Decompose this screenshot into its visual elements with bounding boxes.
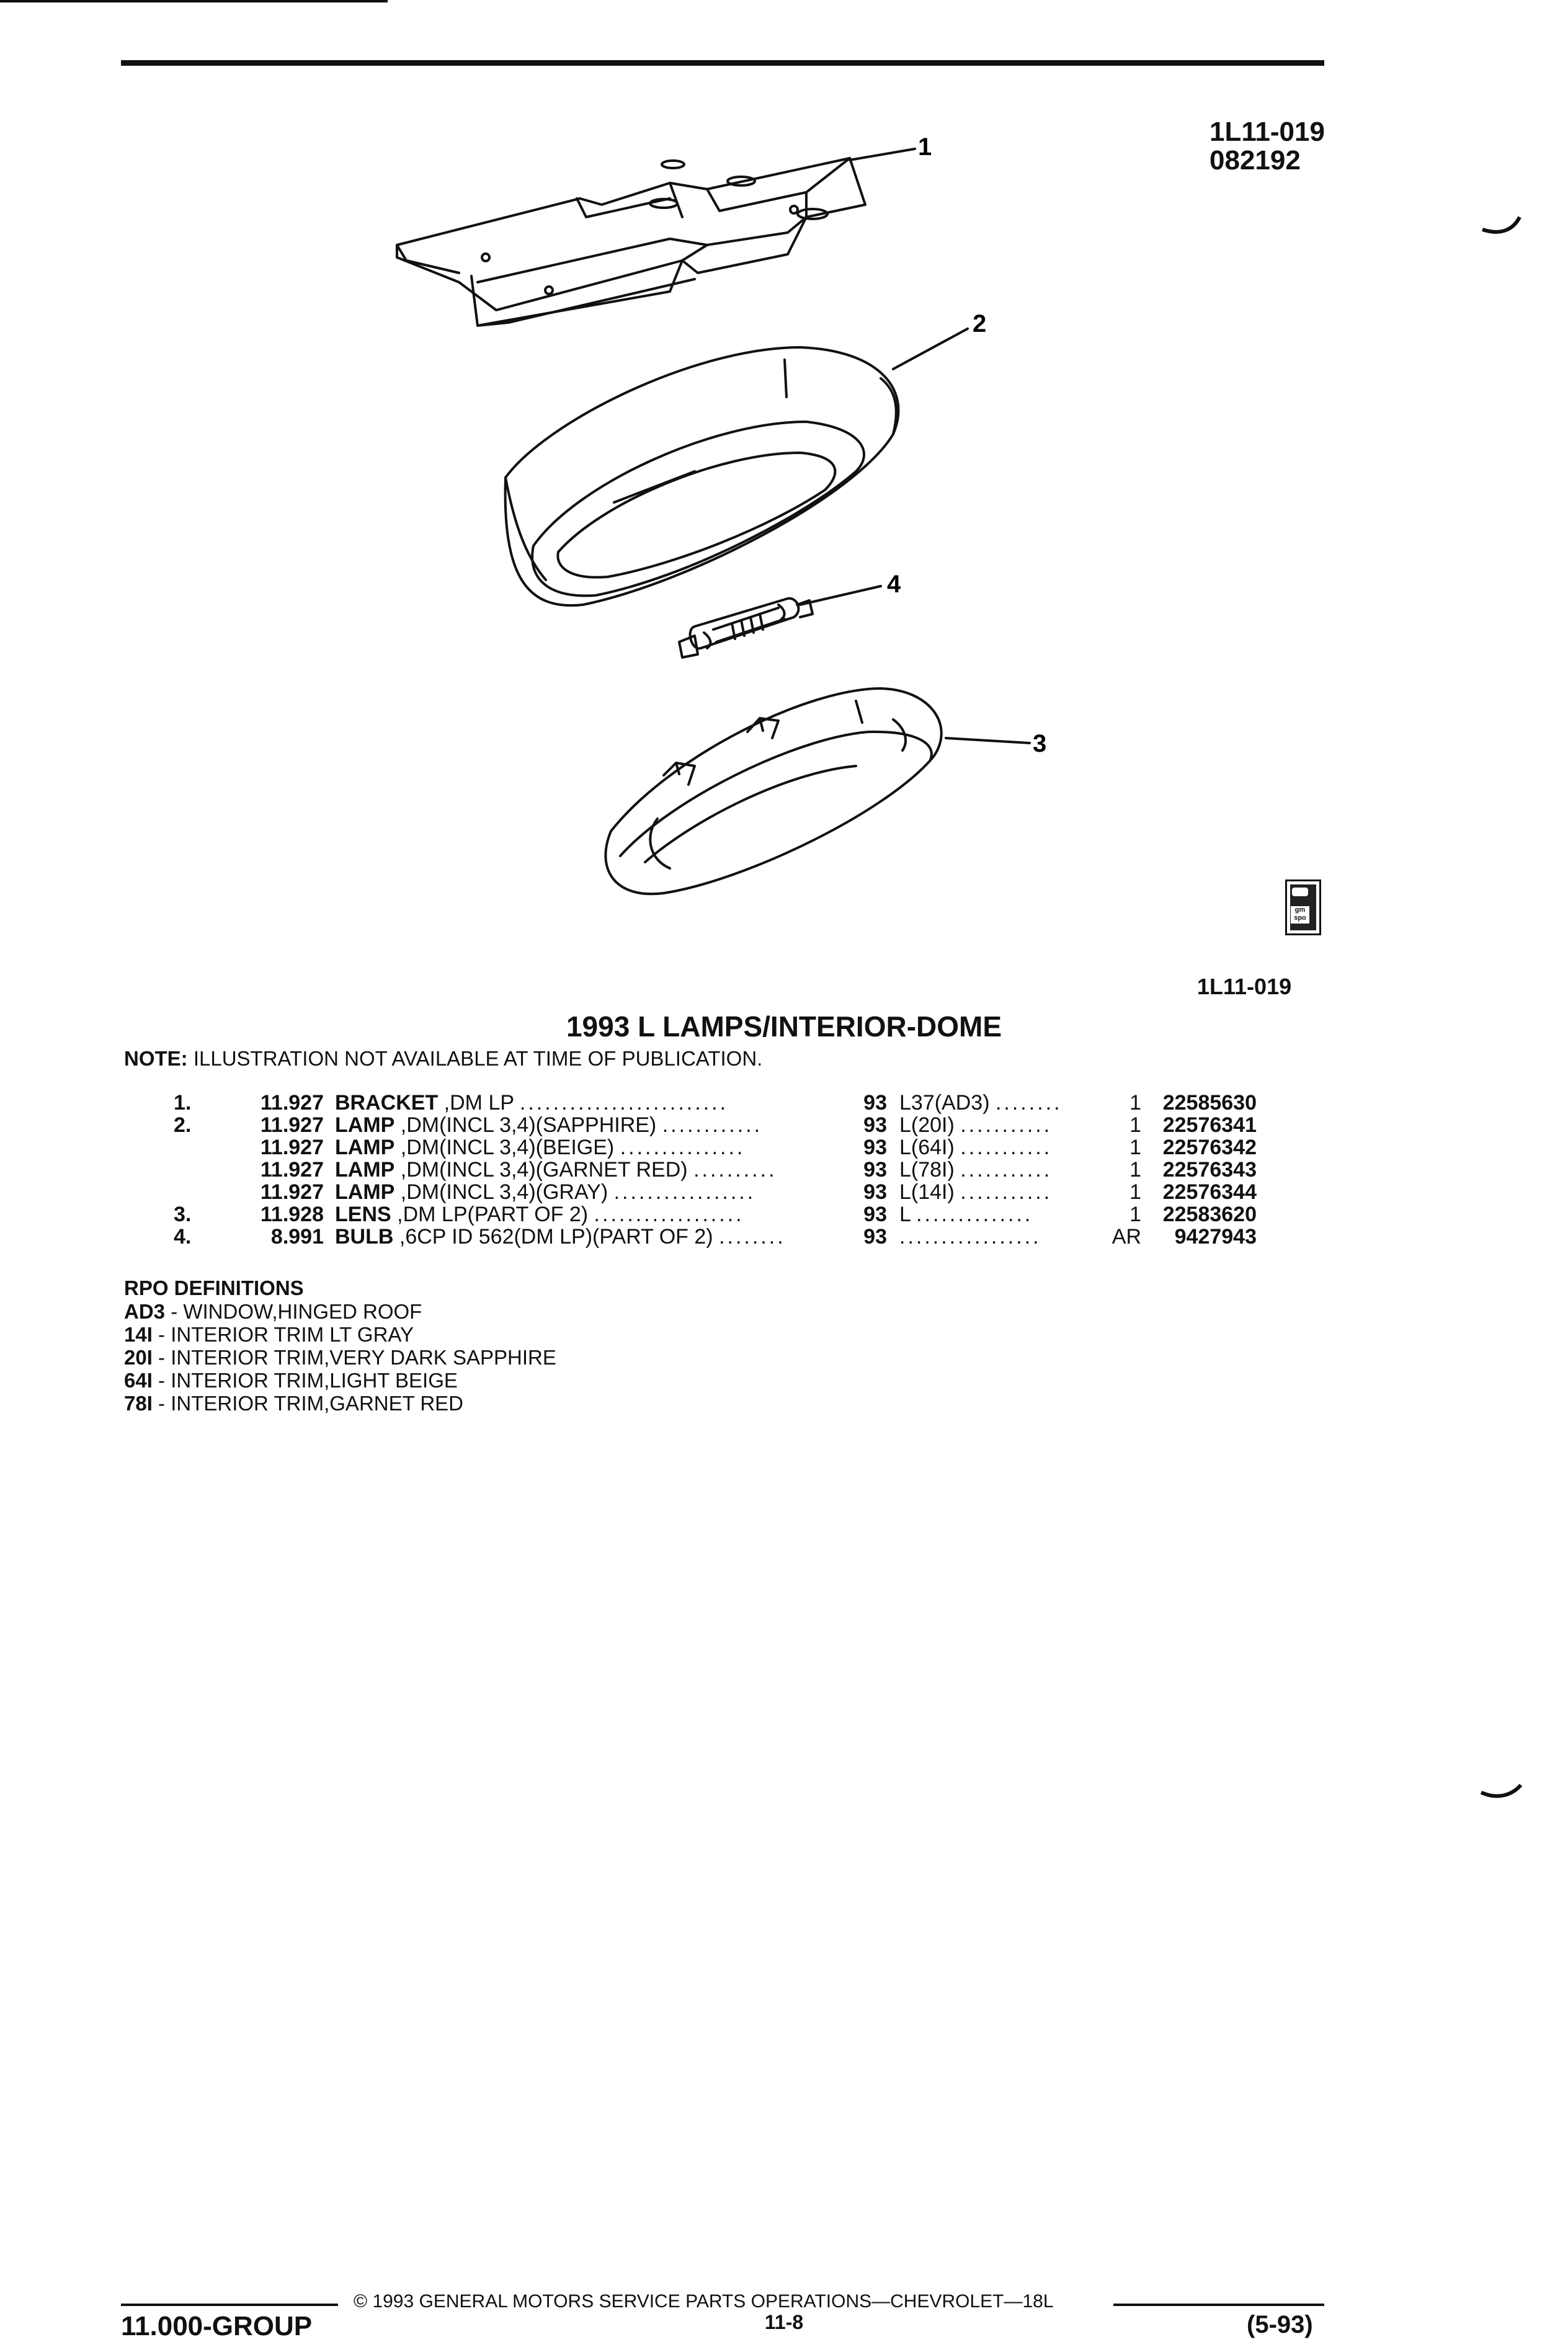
callout-2: 2 xyxy=(973,310,987,337)
part-description xyxy=(335,1226,844,1248)
item-number xyxy=(174,1136,236,1159)
reference-code: 1L11-019 xyxy=(1209,117,1325,147)
quantity: 1 xyxy=(1129,1136,1141,1159)
part-name: LENS xyxy=(335,1203,391,1226)
rpo-definition: 20I - INTERIOR TRIM,VERY DARK SAPPHIRE xyxy=(124,1346,556,1369)
part-description xyxy=(335,1181,844,1203)
quantity: 1 xyxy=(1129,1180,1141,1204)
item-number: 2. xyxy=(174,1113,192,1137)
leader-dots: ............ xyxy=(662,1114,763,1136)
part-name: LAMP xyxy=(335,1136,395,1159)
item-number: 3. xyxy=(174,1203,192,1226)
group-number: 8.991 xyxy=(270,1225,324,1249)
item-number xyxy=(174,1159,236,1181)
lamp-housing-part-drawing xyxy=(506,347,899,605)
quantity: 1 xyxy=(1129,1158,1141,1182)
callout-4: 4 xyxy=(887,571,901,598)
part-number: 22576343 xyxy=(1162,1158,1257,1182)
parts-row xyxy=(174,1203,1257,1226)
lens-part-drawing xyxy=(605,688,941,894)
leader-dots: ................. xyxy=(899,1226,1041,1248)
callout-3: 3 xyxy=(1033,730,1047,757)
reference-date: 082192 xyxy=(1209,145,1301,176)
part-detail: ,DM(INCL 3,4)(SAPPHIRE) xyxy=(400,1114,657,1136)
rpo-usage xyxy=(899,1114,1098,1136)
model-year: 93 xyxy=(863,1113,887,1137)
model-year: 93 xyxy=(863,1180,887,1204)
part-name: LAMP xyxy=(335,1181,395,1203)
part-detail: ,DM(INCL 3,4)(BEIGE) xyxy=(400,1136,615,1159)
parts-row xyxy=(174,1226,1257,1248)
part-description xyxy=(335,1136,844,1159)
callout-1: 1 xyxy=(918,133,932,161)
leader-dots: ......................... xyxy=(519,1092,729,1114)
bracket-part-drawing xyxy=(397,158,865,326)
part-description xyxy=(335,1114,844,1136)
rpo-definitions-heading: RPO DEFINITIONS xyxy=(124,1276,304,1299)
leader-dots: ............... xyxy=(620,1136,746,1159)
rpo-definition: 64I - INTERIOR TRIM,LIGHT BEIGE xyxy=(124,1369,458,1392)
item-number: 1. xyxy=(174,1091,192,1115)
part-name: LAMP xyxy=(335,1114,395,1136)
page-number: 11-8 xyxy=(764,2311,804,2333)
group-number: 11.927 xyxy=(260,1180,324,1204)
rpo-code: L(14I) xyxy=(899,1181,955,1203)
rpo-usage xyxy=(899,1181,1098,1203)
rpo-definition: 78I - INTERIOR TRIM,GARNET RED xyxy=(124,1392,464,1415)
leader-dots: ........... xyxy=(960,1136,1053,1159)
model-year: 93 xyxy=(863,1225,887,1249)
quantity: 1 xyxy=(1129,1203,1141,1226)
page-title: 1993 L LAMPS/INTERIOR-DOME xyxy=(566,1010,1002,1043)
binder-clip-mark xyxy=(1482,217,1520,232)
part-number: 22583620 xyxy=(1162,1203,1257,1226)
quantity: AR xyxy=(1111,1225,1141,1249)
group-number: 11.927 xyxy=(260,1136,324,1159)
note-text: ILLUSTRATION NOT AVAILABLE AT TIME OF PUBLICATION. xyxy=(193,1047,763,1070)
part-name: BULB xyxy=(335,1226,394,1248)
figure-code: 1L11-019 xyxy=(1197,974,1292,999)
quantity: 1 xyxy=(1129,1091,1141,1115)
rpo-usage xyxy=(899,1159,1098,1181)
rpo-usage xyxy=(899,1203,1098,1226)
parts-row xyxy=(174,1136,1257,1159)
model-year: 93 xyxy=(863,1158,887,1182)
rpo-definition: 14I - INTERIOR TRIM LT GRAY xyxy=(124,1323,414,1346)
part-detail: ,6CP ID 562(DM LP)(PART OF 2) xyxy=(399,1226,713,1248)
leader-dots: .......... xyxy=(693,1159,777,1181)
item-number: 4. xyxy=(174,1225,192,1249)
part-description xyxy=(335,1203,844,1226)
part-number: 22576342 xyxy=(1162,1136,1257,1159)
binder-clip-mark xyxy=(1476,1780,1526,1805)
bulb-part-drawing xyxy=(679,599,813,657)
part-number: 22576344 xyxy=(1162,1180,1257,1204)
rpo-usage xyxy=(899,1136,1098,1159)
group-number: 11.928 xyxy=(260,1203,324,1226)
note-label: NOTE: xyxy=(124,1047,188,1070)
part-detail: ,DM LP(PART OF 2) xyxy=(397,1203,589,1226)
rpo-code: L xyxy=(899,1203,911,1226)
group-number: 11.927 xyxy=(260,1113,324,1137)
footer-rule-right xyxy=(1113,2304,1324,2306)
part-description xyxy=(335,1092,844,1114)
part-name: LAMP xyxy=(335,1159,395,1181)
leader-dots: .............. xyxy=(916,1203,1033,1226)
part-number: 22576341 xyxy=(1162,1113,1257,1137)
gm-spo-logo: gm spo xyxy=(1285,879,1321,935)
parts-list xyxy=(174,1092,1257,1248)
rpo-code: L(64I) xyxy=(899,1136,955,1159)
rpo-code: L(20I) xyxy=(899,1114,955,1136)
parts-row xyxy=(174,1092,1257,1114)
revision-date: (5-93) xyxy=(1247,2311,1313,2338)
rpo-usage xyxy=(899,1092,1098,1114)
part-detail: ,DM LP xyxy=(443,1092,514,1114)
group-label: 11.000-GROUP xyxy=(121,2311,313,2341)
part-detail: ,DM(INCL 3,4)(GRAY) xyxy=(400,1181,608,1203)
leader-dots: ........ xyxy=(719,1226,786,1248)
leader-dots: ........... xyxy=(960,1181,1053,1203)
copyright-line: © 1993 GENERAL MOTORS SERVICE PARTS OPERATIONS—CHEVROLET—18L xyxy=(354,2291,1054,2312)
part-number: 22585630 xyxy=(1162,1091,1257,1115)
item-number xyxy=(174,1181,236,1203)
footer-rule-left xyxy=(121,2304,338,2306)
leader-dots: ........... xyxy=(960,1159,1053,1181)
model-year: 93 xyxy=(863,1136,887,1159)
leader-dots: .................. xyxy=(594,1203,744,1226)
part-name: BRACKET xyxy=(335,1092,439,1114)
part-detail: ,DM(INCL 3,4)(GARNET RED) xyxy=(400,1159,688,1181)
parts-row xyxy=(174,1114,1257,1136)
model-year: 93 xyxy=(863,1203,887,1226)
publication-note xyxy=(124,1047,762,1071)
exploded-view-illustration xyxy=(0,0,1568,980)
part-description xyxy=(335,1159,844,1181)
rpo-definitions-list xyxy=(124,1300,556,1415)
parts-row xyxy=(174,1159,1257,1181)
leader-dots: ................. xyxy=(613,1181,756,1203)
rpo-code: L37(AD3) xyxy=(899,1092,990,1114)
rpo-usage xyxy=(899,1226,1098,1248)
leader-dots: ........ xyxy=(995,1092,1062,1114)
group-number: 11.927 xyxy=(260,1091,324,1115)
parts-row xyxy=(174,1181,1257,1203)
leader-dots: ........... xyxy=(960,1114,1053,1136)
part-number: 9427943 xyxy=(1174,1225,1257,1249)
group-number: 11.927 xyxy=(260,1158,324,1182)
rpo-code: L(78I) xyxy=(899,1159,955,1181)
model-year: 93 xyxy=(863,1091,887,1115)
rpo-definition: AD3 - WINDOW,HINGED ROOF xyxy=(124,1300,422,1323)
quantity: 1 xyxy=(1129,1113,1141,1137)
